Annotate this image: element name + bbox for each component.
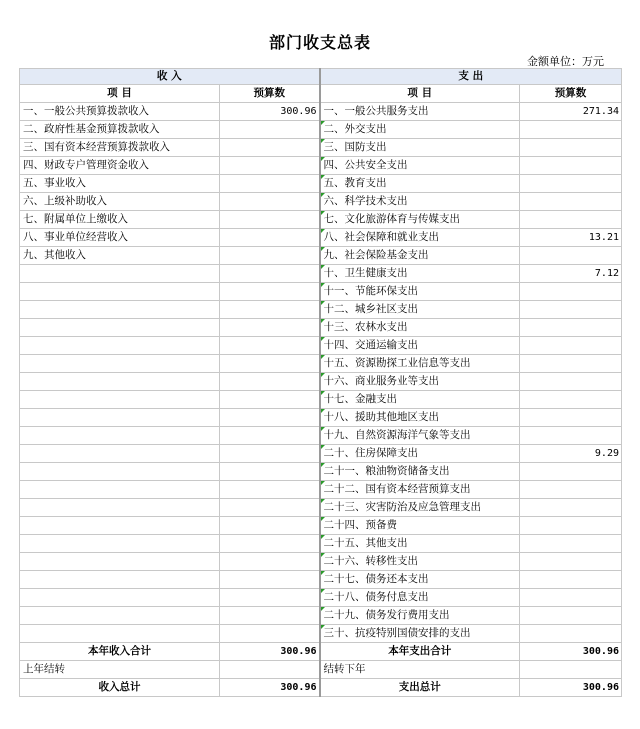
expense-item: 七、文化旅游体育与传媒支出 <box>320 211 520 229</box>
expense-amount <box>520 157 622 175</box>
income-amount <box>220 445 320 463</box>
income-amount <box>220 229 320 247</box>
table-row <box>20 409 622 427</box>
cell-marker-icon <box>321 607 325 611</box>
year-expense-total-amount: 300.96 <box>520 643 622 661</box>
cell-marker-icon <box>321 481 325 485</box>
income-item <box>20 517 220 535</box>
income-amount <box>220 373 320 391</box>
expense-item: 二十五、其他支出 <box>320 535 520 553</box>
cell-marker-icon <box>321 373 325 377</box>
carry-out-label: 结转下年 <box>320 661 520 679</box>
income-amount <box>220 319 320 337</box>
income-item <box>20 319 220 337</box>
expense-item: 十八、援助其他地区支出 <box>320 409 520 427</box>
income-item <box>20 445 220 463</box>
expense-amount: 9.29 <box>520 445 622 463</box>
expense-amount <box>520 139 622 157</box>
table-row <box>20 301 622 319</box>
table-row <box>20 607 622 625</box>
income-amount <box>220 607 320 625</box>
cell-marker-icon <box>321 535 325 539</box>
cell-marker-icon <box>321 157 325 161</box>
table-row <box>20 625 622 643</box>
cell-marker-icon <box>321 517 325 521</box>
table-row <box>20 499 622 517</box>
table-row <box>20 553 622 571</box>
table-row <box>20 283 622 301</box>
cell-marker-icon <box>321 175 325 179</box>
expense-item-header: 项 目 <box>320 85 520 103</box>
expense-amount <box>520 499 622 517</box>
income-budget-header: 预算数 <box>220 85 320 103</box>
cell-marker-icon <box>321 247 325 251</box>
table-row <box>20 337 622 355</box>
expense-amount <box>520 211 622 229</box>
expense-grand-total-label: 支出总计 <box>320 679 520 697</box>
income-item <box>20 409 220 427</box>
income-amount <box>220 247 320 265</box>
year-income-total-label: 本年收入合计 <box>20 643 220 661</box>
income-item: 六、上级补助收入 <box>20 193 220 211</box>
expense-amount <box>520 481 622 499</box>
income-amount <box>220 571 320 589</box>
table-row <box>20 157 622 175</box>
year-expense-total-label: 本年支出合计 <box>320 643 520 661</box>
expense-item: 二十一、粮油物资储备支出 <box>320 463 520 481</box>
income-amount <box>220 175 320 193</box>
income-amount <box>220 409 320 427</box>
expense-amount <box>520 553 622 571</box>
income-amount <box>220 391 320 409</box>
expense-amount <box>520 427 622 445</box>
income-item <box>20 391 220 409</box>
table-row <box>20 427 622 445</box>
table-row <box>20 211 622 229</box>
income-amount <box>220 337 320 355</box>
income-amount <box>220 553 320 571</box>
income-grand-total-amount: 300.96 <box>220 679 320 697</box>
expense-item: 二十四、预备费 <box>320 517 520 535</box>
cell-marker-icon <box>321 283 325 287</box>
cell-marker-icon <box>321 193 325 197</box>
income-item <box>20 337 220 355</box>
expense-item: 二、外交支出 <box>320 121 520 139</box>
expense-item: 二十七、债务还本支出 <box>320 571 520 589</box>
expense-item: 十、卫生健康支出 <box>320 265 520 283</box>
expense-amount <box>520 625 622 643</box>
expense-grand-total-amount: 300.96 <box>520 679 622 697</box>
expense-amount <box>520 193 622 211</box>
income-item <box>20 355 220 373</box>
income-item: 三、国有资本经营预算拨款收入 <box>20 139 220 157</box>
cell-marker-icon <box>321 301 325 305</box>
income-item: 二、政府性基金预算拨款收入 <box>20 121 220 139</box>
expense-item: 二十、住房保障支出 <box>320 445 520 463</box>
cell-marker-icon <box>321 445 325 449</box>
income-item <box>20 373 220 391</box>
expense-amount <box>520 175 622 193</box>
income-amount: 300.96 <box>220 103 320 121</box>
expense-amount <box>520 337 622 355</box>
income-item: 七、附属单位上缴收入 <box>20 211 220 229</box>
income-item <box>20 301 220 319</box>
cell-marker-icon <box>321 337 325 341</box>
expense-amount <box>520 589 622 607</box>
income-item <box>20 265 220 283</box>
column-header-row <box>20 85 622 103</box>
expense-amount <box>520 121 622 139</box>
expense-item: 十七、金融支出 <box>320 391 520 409</box>
income-amount <box>220 211 320 229</box>
budget-summary-table <box>19 68 622 697</box>
income-item: 四、财政专户管理资金收入 <box>20 157 220 175</box>
income-amount <box>220 283 320 301</box>
expense-budget-header: 预算数 <box>520 85 622 103</box>
unit-label: 金额单位：万元 <box>527 55 604 68</box>
income-item <box>20 589 220 607</box>
expense-item: 十四、交通运输支出 <box>320 337 520 355</box>
income-amount <box>220 355 320 373</box>
cell-marker-icon <box>321 499 325 503</box>
expense-amount <box>520 319 622 337</box>
year-income-total-amount: 300.96 <box>220 643 320 661</box>
table-row <box>20 517 622 535</box>
table-row <box>20 121 622 139</box>
income-item <box>20 625 220 643</box>
income-item <box>20 571 220 589</box>
cell-marker-icon <box>321 265 325 269</box>
income-grand-total-label: 收入总计 <box>20 679 220 697</box>
expense-item: 一、一般公共服务支出 <box>320 103 520 121</box>
cell-marker-icon <box>321 409 325 413</box>
table-row <box>20 535 622 553</box>
cell-marker-icon <box>321 391 325 395</box>
year-total-row <box>20 643 622 661</box>
expense-item: 二十八、债务付息支出 <box>320 589 520 607</box>
income-amount <box>220 499 320 517</box>
table-row <box>20 481 622 499</box>
expense-amount <box>520 301 622 319</box>
expense-item: 十一、节能环保支出 <box>320 283 520 301</box>
expense-item: 二十九、债务发行费用支出 <box>320 607 520 625</box>
income-amount <box>220 517 320 535</box>
expense-item: 十五、资源勘探工业信息等支出 <box>320 355 520 373</box>
cell-marker-icon <box>321 355 325 359</box>
table-row <box>20 193 622 211</box>
cell-marker-icon <box>321 121 325 125</box>
cell-marker-icon <box>321 319 325 323</box>
table-row <box>20 571 622 589</box>
expense-amount: 7.12 <box>520 265 622 283</box>
expense-amount <box>520 373 622 391</box>
income-item <box>20 535 220 553</box>
expense-item: 八、社会保障和就业支出 <box>320 229 520 247</box>
table-row <box>20 445 622 463</box>
expense-amount: 271.34 <box>520 103 622 121</box>
page-title: 部门收支总表 <box>268 33 371 52</box>
expense-item: 十六、商业服务业等支出 <box>320 373 520 391</box>
income-amount <box>220 535 320 553</box>
table-row <box>20 373 622 391</box>
expense-amount <box>520 247 622 265</box>
expense-item: 四、公共安全支出 <box>320 157 520 175</box>
income-item: 九、其他收入 <box>20 247 220 265</box>
expense-amount <box>520 517 622 535</box>
expense-item: 十三、农林水支出 <box>320 319 520 337</box>
expense-item: 三十、抗疫特别国债安排的支出 <box>320 625 520 643</box>
income-item <box>20 499 220 517</box>
expense-amount: 13.21 <box>520 229 622 247</box>
table-row <box>20 103 622 121</box>
cell-marker-icon <box>321 625 325 629</box>
carry-out-amount <box>520 661 622 679</box>
expense-item: 十九、自然资源海洋气象等支出 <box>320 427 520 445</box>
expense-item: 十二、城乡社区支出 <box>320 301 520 319</box>
income-amount <box>220 121 320 139</box>
table-row <box>20 391 622 409</box>
income-amount <box>220 139 320 157</box>
table-row <box>20 463 622 481</box>
income-item-header: 项 目 <box>20 85 220 103</box>
income-item <box>20 607 220 625</box>
income-amount <box>220 301 320 319</box>
income-amount <box>220 265 320 283</box>
table-row <box>20 139 622 157</box>
cell-marker-icon <box>321 427 325 431</box>
grand-total-row <box>20 679 622 697</box>
table-row <box>20 589 622 607</box>
table-row <box>20 355 622 373</box>
expense-section-header: 支 出 <box>320 69 622 85</box>
income-amount <box>220 193 320 211</box>
table-row <box>20 229 622 247</box>
cell-marker-icon <box>321 553 325 557</box>
income-item: 五、事业收入 <box>20 175 220 193</box>
expense-item: 五、教育支出 <box>320 175 520 193</box>
cell-marker-icon <box>321 589 325 593</box>
expense-amount <box>520 355 622 373</box>
income-item: 八、事业单位经营收入 <box>20 229 220 247</box>
income-amount <box>220 589 320 607</box>
table-row <box>20 265 622 283</box>
table-row <box>20 319 622 337</box>
income-item <box>20 553 220 571</box>
cell-marker-icon <box>321 229 325 233</box>
income-amount <box>220 625 320 643</box>
income-item <box>20 463 220 481</box>
income-item: 一、一般公共预算拨款收入 <box>20 103 220 121</box>
income-amount <box>220 427 320 445</box>
expense-amount <box>520 463 622 481</box>
income-amount <box>220 481 320 499</box>
income-amount <box>220 463 320 481</box>
cell-marker-icon <box>321 139 325 143</box>
expense-amount <box>520 391 622 409</box>
carry-in-amount <box>220 661 320 679</box>
expense-item: 六、科学技术支出 <box>320 193 520 211</box>
expense-item: 二十三、灾害防治及应急管理支出 <box>320 499 520 517</box>
expense-amount <box>520 409 622 427</box>
expense-item: 二十六、转移性支出 <box>320 553 520 571</box>
income-item <box>20 427 220 445</box>
carry-in-label: 上年结转 <box>20 661 220 679</box>
expense-amount <box>520 283 622 301</box>
table-row <box>20 175 622 193</box>
expense-amount <box>520 607 622 625</box>
section-header-row <box>20 69 622 85</box>
income-item <box>20 481 220 499</box>
table-row <box>20 247 622 265</box>
income-amount <box>220 157 320 175</box>
expense-item: 九、社会保险基金支出 <box>320 247 520 265</box>
carry-over-row <box>20 661 622 679</box>
expense-item: 三、国防支出 <box>320 139 520 157</box>
cell-marker-icon <box>321 571 325 575</box>
expense-amount <box>520 535 622 553</box>
income-item <box>20 283 220 301</box>
expense-item: 二十二、国有资本经营预算支出 <box>320 481 520 499</box>
expense-amount <box>520 571 622 589</box>
cell-marker-icon <box>321 211 325 215</box>
cell-marker-icon <box>321 463 325 467</box>
income-section-header: 收 入 <box>20 69 320 85</box>
